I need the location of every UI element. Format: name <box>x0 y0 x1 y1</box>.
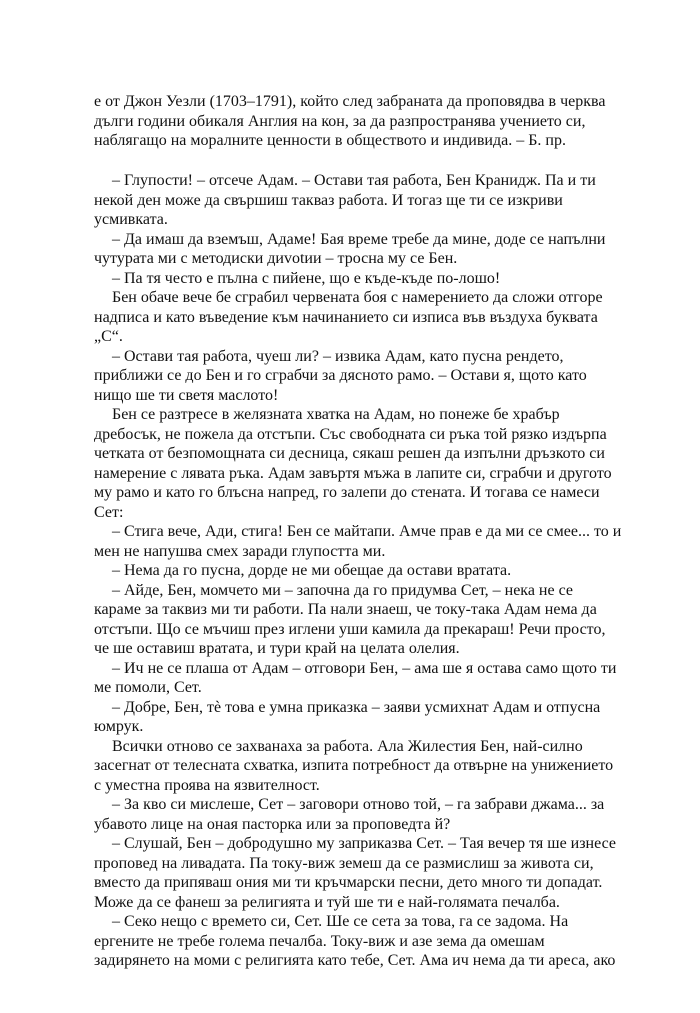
text-line: Бен се разтресе в желязната хватка на Адам, но понеже бе храбър <box>112 406 560 423</box>
text-line: – За кво си мислеше, Сет – заговори отново той, – га забрави джама... за <box>112 796 605 813</box>
text-line: с уместна проява на язвителност. <box>94 776 320 794</box>
text-line: усмивката. <box>94 211 168 228</box>
text-line: чутурата ми с методиски диvotии – тросна му се Бен. <box>94 250 458 267</box>
text-line: мен не напушва смех заради глупостта ми. <box>94 542 386 560</box>
text-line: намерение с лявата ръка. Адам завъртя мъжа в лапите си, сграбчи и другото <box>94 464 612 482</box>
text-line: некой ден може да свършиш такваз работа. И тогаз ще ти се изкриви <box>94 191 563 209</box>
text-line: Бен обаче вече бе сграбил червената боя с намерението да сложи отгоре <box>112 289 603 306</box>
text-line: юмрук. <box>94 718 144 735</box>
footnote-text <box>94 92 634 151</box>
body-text <box>94 171 634 971</box>
text-line: приближи се до Бен и го сграбчи за дясното рамо. – Остави я, щото като <box>94 367 587 384</box>
text-line: Може да се фанеш за религията и туй ше ти е най-голямата печалба. <box>94 893 560 911</box>
text-line: засегнат от телесната схватка, изпита потребност да отвърне на унижението <box>94 757 614 774</box>
text-line: – Па тя често е пълна с пийене, що е къде-къде по-лошо! <box>112 269 501 287</box>
text-line: проповед на ливадата. Па току-виж земеш да се размислиш за живота си, <box>94 854 594 872</box>
text-line: – Слушай, Бен – добродушно му заприказва Сет. – Тая вечер тя ше изнесе <box>112 835 617 852</box>
text-line: му рамо и като го блъсна напред, го залепи до стената. И тогава се намеси <box>94 484 600 501</box>
text-line: „С“. <box>94 328 123 345</box>
footnote-line: е от Джон Уезли (1703–1791), който след забраната да проповядва в черква <box>94 93 606 110</box>
text-line: дребосък, не пожела да отстъпи. Със свободната си ръка той рязко издърпа <box>94 425 607 443</box>
text-line: Всички отново се захванаха за работа. Ала Жилестия Бен, най-силно <box>112 737 583 755</box>
text-line: че ше оставиш вратата, и тури край на целата олелия. <box>94 640 460 657</box>
text-line: – Айде, Бен, момчето ми – започна да го придумва Сет, – нека не се <box>112 581 573 599</box>
text-line: – Стига вече, Ади, стига! Бен се майтапи. Амче прав е да ми се смее... то и <box>112 523 622 540</box>
text-line: убавото лице на оная пасторка или за проповедта й? <box>94 815 451 833</box>
footnote-line: наблягащо на моралните ценности в обществото и индивида. – Б. пр. <box>94 132 566 149</box>
text-line: караме за таквиз ми ти работи. Па нали знаеш, че току-така Адам нема да <box>94 601 597 618</box>
text-line: вместо да припяваш ония ми ти кръчмарски песни, дето много ти допадат. <box>94 874 603 891</box>
text-line: нищо ше ти светя маслото! <box>94 386 279 404</box>
text-line: отстъпи. Що се мъчиш през иглени уши камила да прекараш! Речи просто, <box>94 620 606 638</box>
footnote-line: дълги години обикаля Англия на кон, за да разпространява учението си, <box>94 112 586 130</box>
text-line: четката от безпомощната си десница, сякаш решен да изпълни дръзкото си <box>94 445 605 462</box>
text-line: ме помоли, Сет. <box>94 679 202 696</box>
text-line: – Ич не се плаша от Адам – отговори Бен, – ама ше я остава само щото ти <box>112 659 617 677</box>
text-line: задирянето на моми с религията като тебе, Сет. Ама ич нема да ти ареса, ако <box>94 952 616 969</box>
text-line: – Остави тая работа, чуеш ли? – извика Адам, като пусна рендето, <box>112 347 564 365</box>
text-line: – Нема да го пусна, дорде не ми обещае да остави вратата. <box>112 562 512 579</box>
text-line: ергените не требе голема печалба. Току-виж и азе зема да омешам <box>94 932 545 950</box>
text-line: надписа и като въведение към начинанието си изписа във въздуха буквата <box>94 308 598 326</box>
text-line: Сет: <box>94 503 124 521</box>
text-line: – Да имаш да вземъш, Адаме! Бая време требе да мине, доде се напълни <box>112 230 606 248</box>
text-line: – Секо нещо с времето си, Сет. Ше се сета за това, га се задома. На <box>112 913 569 930</box>
text-line: – Добре, Бен, тè това е умна приказка – заяви усмихнат Адам и отпусна <box>112 698 601 716</box>
text-line: – Глупости! – отсече Адам. – Остави тая работа, Бен Кранидж. Па и ти <box>112 172 596 189</box>
